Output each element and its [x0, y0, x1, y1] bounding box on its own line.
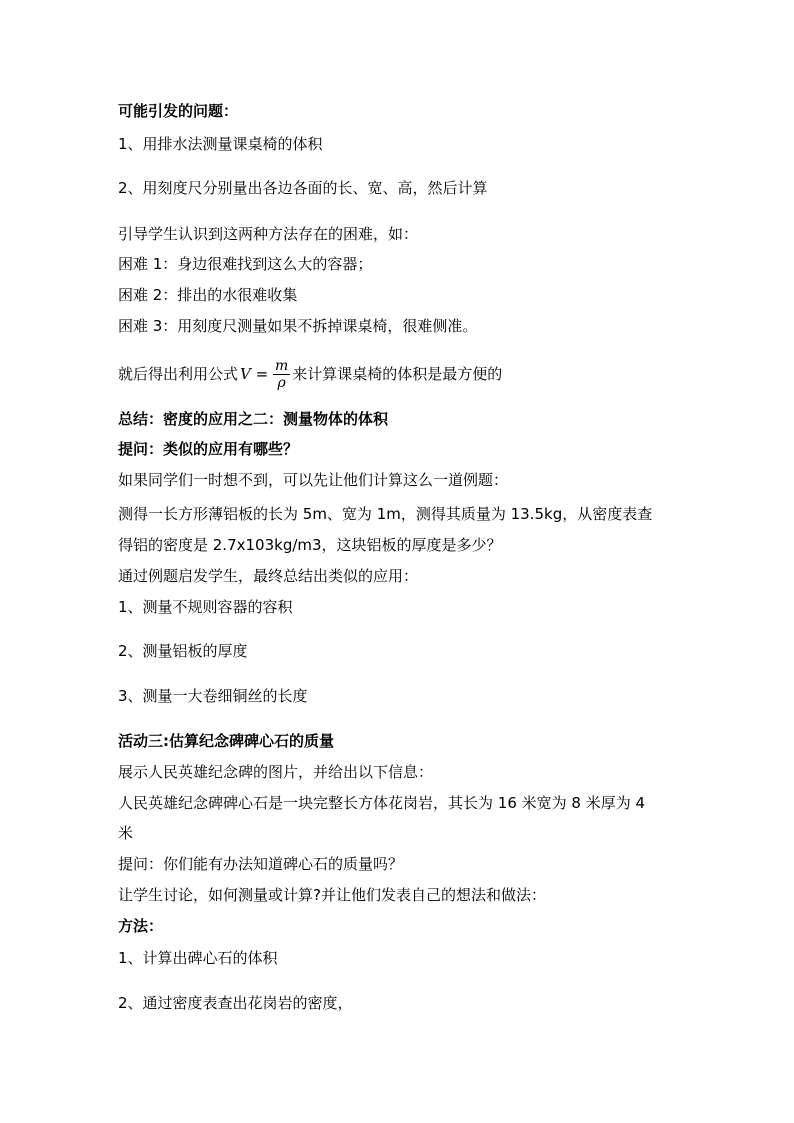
show-text: 展示人民英雄纪念碑的图片，并给出以下信息：: [118, 763, 434, 781]
issue-item-2: 2、用刻度尺分别量出各边各面的长、宽、高，然后计算: [118, 179, 488, 197]
density-formula: [240, 358, 290, 391]
guide-text: 引导学生认识到这两种方法存在的困难，如：: [118, 225, 419, 243]
info-line-2: 米: [118, 824, 134, 842]
formula-denominator: ρ: [277, 375, 286, 391]
info-line-1: 人民英雄纪念碑碑心石是一块完整长方体花岗岩，其长为 16 米宽为 8 米厚为 4: [118, 794, 646, 812]
difficulty-3: 困难 3：用刻度尺测量如果不拆掉课桌椅，很难侧准。: [118, 317, 478, 335]
formula-fraction: [273, 358, 290, 391]
example-line-1: 测得一长方形薄铝板的长为 5m、宽为 1m，测得其质量为 13.5kg，从密度表查: [118, 505, 653, 523]
formula-volume: V: [240, 365, 251, 383]
formula-text-before: 就后得出利用公式: [118, 365, 239, 383]
application-2: 2、测量铝板的厚度: [118, 642, 248, 660]
formula-numerator: m: [275, 358, 289, 374]
example-line-2: 得铝的密度是 2.7x103kg/m3，这块铝板的厚度是多少？: [118, 536, 502, 554]
method-heading: 方法：: [118, 917, 164, 935]
question-heading: 提问：类似的应用有哪些？: [118, 440, 299, 458]
issue-item-1: 1、用排水法测量课桌椅的体积: [118, 135, 323, 153]
if-not-text: 如果同学们一时想不到，可以先让他们计算这么一道例题：: [118, 471, 509, 489]
formula-text-after: 来计算课桌椅的体积是最方便的: [292, 365, 503, 383]
activity-3-heading: 活动三:估算纪念碑碑心石的质量: [118, 732, 335, 750]
formula-line: [118, 358, 502, 391]
summary-heading: 总结：密度的应用之二：测量物体的体积: [118, 410, 389, 428]
formula-equals: =: [255, 365, 269, 383]
difficulty-1: 困难 1：身边很难找到这么大的容器；: [118, 255, 373, 273]
application-1: 1、测量不规则容器的容积: [118, 598, 293, 616]
method-step-1: 1、计算出碑心石的体积: [118, 949, 278, 967]
method-step-2: 2、通过密度表查出花岗岩的密度，: [118, 994, 353, 1012]
application-3: 3、测量一大卷细铜丝的长度: [118, 687, 308, 705]
discuss-text: 让学生讨论，如何测量或计算?并让他们发表自己的想法和做法：: [118, 886, 546, 904]
difficulty-2: 困难 2：排出的水很难收集: [118, 286, 298, 304]
inspire-text: 通过例题启发学生，最终总结出类似的应用：: [118, 567, 419, 585]
ask-text: 提问：你们能有办法知道碑心石的质量吗？: [118, 855, 404, 873]
issues-heading: 可能引发的问题：: [118, 102, 239, 120]
